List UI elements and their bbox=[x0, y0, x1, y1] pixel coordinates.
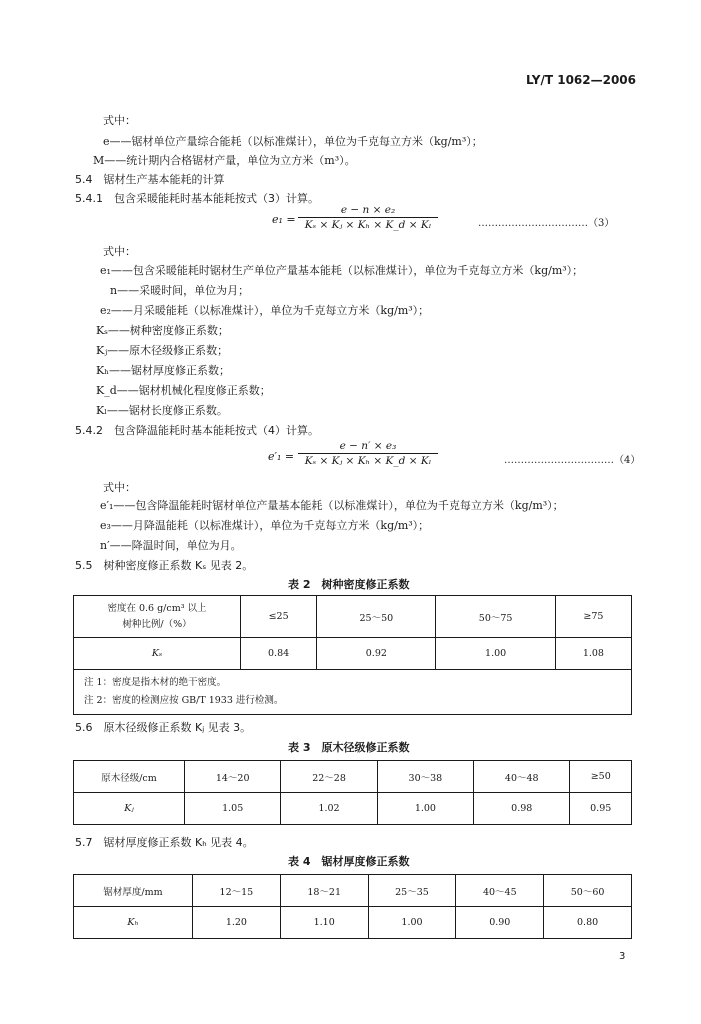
equation-4-numerator: e − n′ × e₃ bbox=[339, 440, 397, 452]
table-2-col: ≥75 bbox=[555, 596, 631, 638]
definition-line: Kⱼ——原木径级修正系数； bbox=[96, 344, 229, 357]
page-number: 3 bbox=[619, 951, 626, 962]
table-2-row-label: Kₛ bbox=[74, 638, 241, 670]
where-label: 式中： bbox=[103, 245, 136, 258]
table-3-row-label: Kⱼ bbox=[74, 793, 185, 825]
section-5-4-1: 5.4.1 包含采暖能耗时基本能耗按式（3）计算。 bbox=[75, 192, 319, 205]
definition-e: e——锯材单位产量综合能耗（以标准煤计），单位为千克每立方米（kg/m³）； bbox=[103, 135, 483, 148]
section-5-5: 5.5 树种密度修正系数 Kₛ 见表 2。 bbox=[75, 559, 254, 572]
equation-4-number: ……………………………（4） bbox=[504, 455, 641, 466]
table-3-value: 0.98 bbox=[474, 793, 570, 825]
equation-3-denominator: Kₛ × Kⱼ × Kₕ × K_d × Kₗ bbox=[298, 217, 438, 231]
table-3-col: 30～38 bbox=[377, 761, 473, 793]
table-2-note-1: 注 1：密度是指木材的绝干密度。 bbox=[84, 677, 227, 688]
table-3-value: 1.02 bbox=[281, 793, 377, 825]
table-4-title: 表 4 锯材厚度修正系数 bbox=[288, 855, 410, 868]
definition-line: Kₗ——锯材长度修正系数。 bbox=[96, 404, 228, 417]
equation-3-number: ……………………………（3） bbox=[478, 218, 615, 229]
table-4-row-label: Kₕ bbox=[74, 907, 193, 939]
table-2-col: 50～75 bbox=[436, 596, 555, 638]
table-2-col: 25～50 bbox=[317, 596, 436, 638]
table-2-header-line2: 树种比例/（%） bbox=[122, 618, 192, 630]
table-3-col: ≥50 bbox=[570, 761, 632, 793]
definition-line: n——采暖时间，单位为月； bbox=[110, 284, 250, 297]
table-4-col: 25～35 bbox=[368, 875, 456, 907]
table-3-col: 40～48 bbox=[474, 761, 570, 793]
definition-line: n′——降温时间，单位为月。 bbox=[100, 539, 242, 552]
table-3-value: 0.95 bbox=[570, 793, 632, 825]
definition-line: e₂——月采暖能耗（以标准煤计），单位为千克每立方米（kg/m³）； bbox=[100, 304, 430, 317]
definition-line: e₁——包含采暖能耗时锯材生产单位产量基本能耗（以标准煤计），单位为千克每立方米（kg/m³）； bbox=[100, 264, 584, 277]
table-2-value: 1.08 bbox=[555, 638, 631, 670]
section-5-4-2: 5.4.2 包含降温能耗时基本能耗按式（4）计算。 bbox=[75, 424, 319, 437]
table-2-title: 表 2 树种密度修正系数 bbox=[288, 578, 410, 591]
table-2-note-2: 注 2：密度的检测应按 GB/T 1933 进行检测。 bbox=[84, 695, 284, 706]
standard-code: LY/T 1062—2006 bbox=[526, 73, 637, 87]
table-2-notes bbox=[74, 670, 632, 715]
table-4-header: 锯材厚度/mm bbox=[74, 875, 193, 907]
table-4 bbox=[73, 874, 632, 939]
table-3-col: 14～20 bbox=[185, 761, 281, 793]
table-2-col: ≤25 bbox=[241, 596, 317, 638]
table-2-header-cell bbox=[74, 596, 241, 638]
table-2-header-line1: 密度在 0.6 g/cm³ 以上 bbox=[107, 602, 207, 614]
table-2-value: 1.00 bbox=[436, 638, 555, 670]
definition-M: M——统计期内合格锯材产量，单位为立方米（m³）。 bbox=[93, 154, 356, 167]
where-label: 式中： bbox=[103, 481, 136, 494]
equation-3-fraction bbox=[298, 204, 438, 231]
section-5-7: 5.7 锯材厚度修正系数 Kₕ 见表 4。 bbox=[75, 836, 254, 849]
table-3-header: 原木径级/cm bbox=[74, 761, 185, 793]
table-4-col: 50～60 bbox=[544, 875, 632, 907]
equation-3-numerator: e − n × e₂ bbox=[340, 204, 396, 216]
definition-line: e′₁——包含降温能耗时锯材单位产量基本能耗（以标准煤计），单位为千克每立方米（kg/m³）； bbox=[100, 499, 564, 512]
equation-3-lhs: e₁ = bbox=[272, 213, 296, 226]
equation-4-denominator: Kₛ × Kⱼ × Kₕ × K_d × Kₗ bbox=[298, 453, 438, 467]
definition-line: Kₕ——锯材厚度修正系数； bbox=[96, 364, 230, 377]
table-3-title: 表 3 原木径级修正系数 bbox=[288, 741, 410, 754]
table-4-col: 40～45 bbox=[456, 875, 544, 907]
section-5-6: 5.6 原木径级修正系数 Kⱼ 见表 3。 bbox=[75, 721, 252, 734]
table-4-col: 12～15 bbox=[193, 875, 281, 907]
definition-line: K_d——锯材机械化程度修正系数； bbox=[96, 384, 271, 397]
table-4-value: 1.20 bbox=[193, 907, 281, 939]
definition-line: e₃——月降温能耗（以标准煤计），单位为千克每立方米（kg/m³）； bbox=[100, 519, 430, 532]
equation-4-lhs: e′₁ = bbox=[268, 450, 295, 463]
table-3 bbox=[73, 760, 632, 825]
table-4-value: 1.10 bbox=[280, 907, 368, 939]
table-2 bbox=[73, 595, 632, 715]
definition-line: Kₛ——树种密度修正系数； bbox=[96, 324, 229, 337]
table-4-value: 1.00 bbox=[368, 907, 456, 939]
table-4-col: 18～21 bbox=[280, 875, 368, 907]
table-2-value: 0.84 bbox=[241, 638, 317, 670]
table-3-value: 1.05 bbox=[185, 793, 281, 825]
table-2-value: 0.92 bbox=[317, 638, 436, 670]
section-5-4: 5.4 锯材生产基本能耗的计算 bbox=[75, 173, 225, 186]
where-label: 式中： bbox=[103, 114, 136, 127]
table-3-value: 1.00 bbox=[377, 793, 473, 825]
table-4-value: 0.90 bbox=[456, 907, 544, 939]
table-3-col: 22～28 bbox=[281, 761, 377, 793]
equation-4-fraction bbox=[298, 440, 438, 467]
table-4-value: 0.80 bbox=[544, 907, 632, 939]
